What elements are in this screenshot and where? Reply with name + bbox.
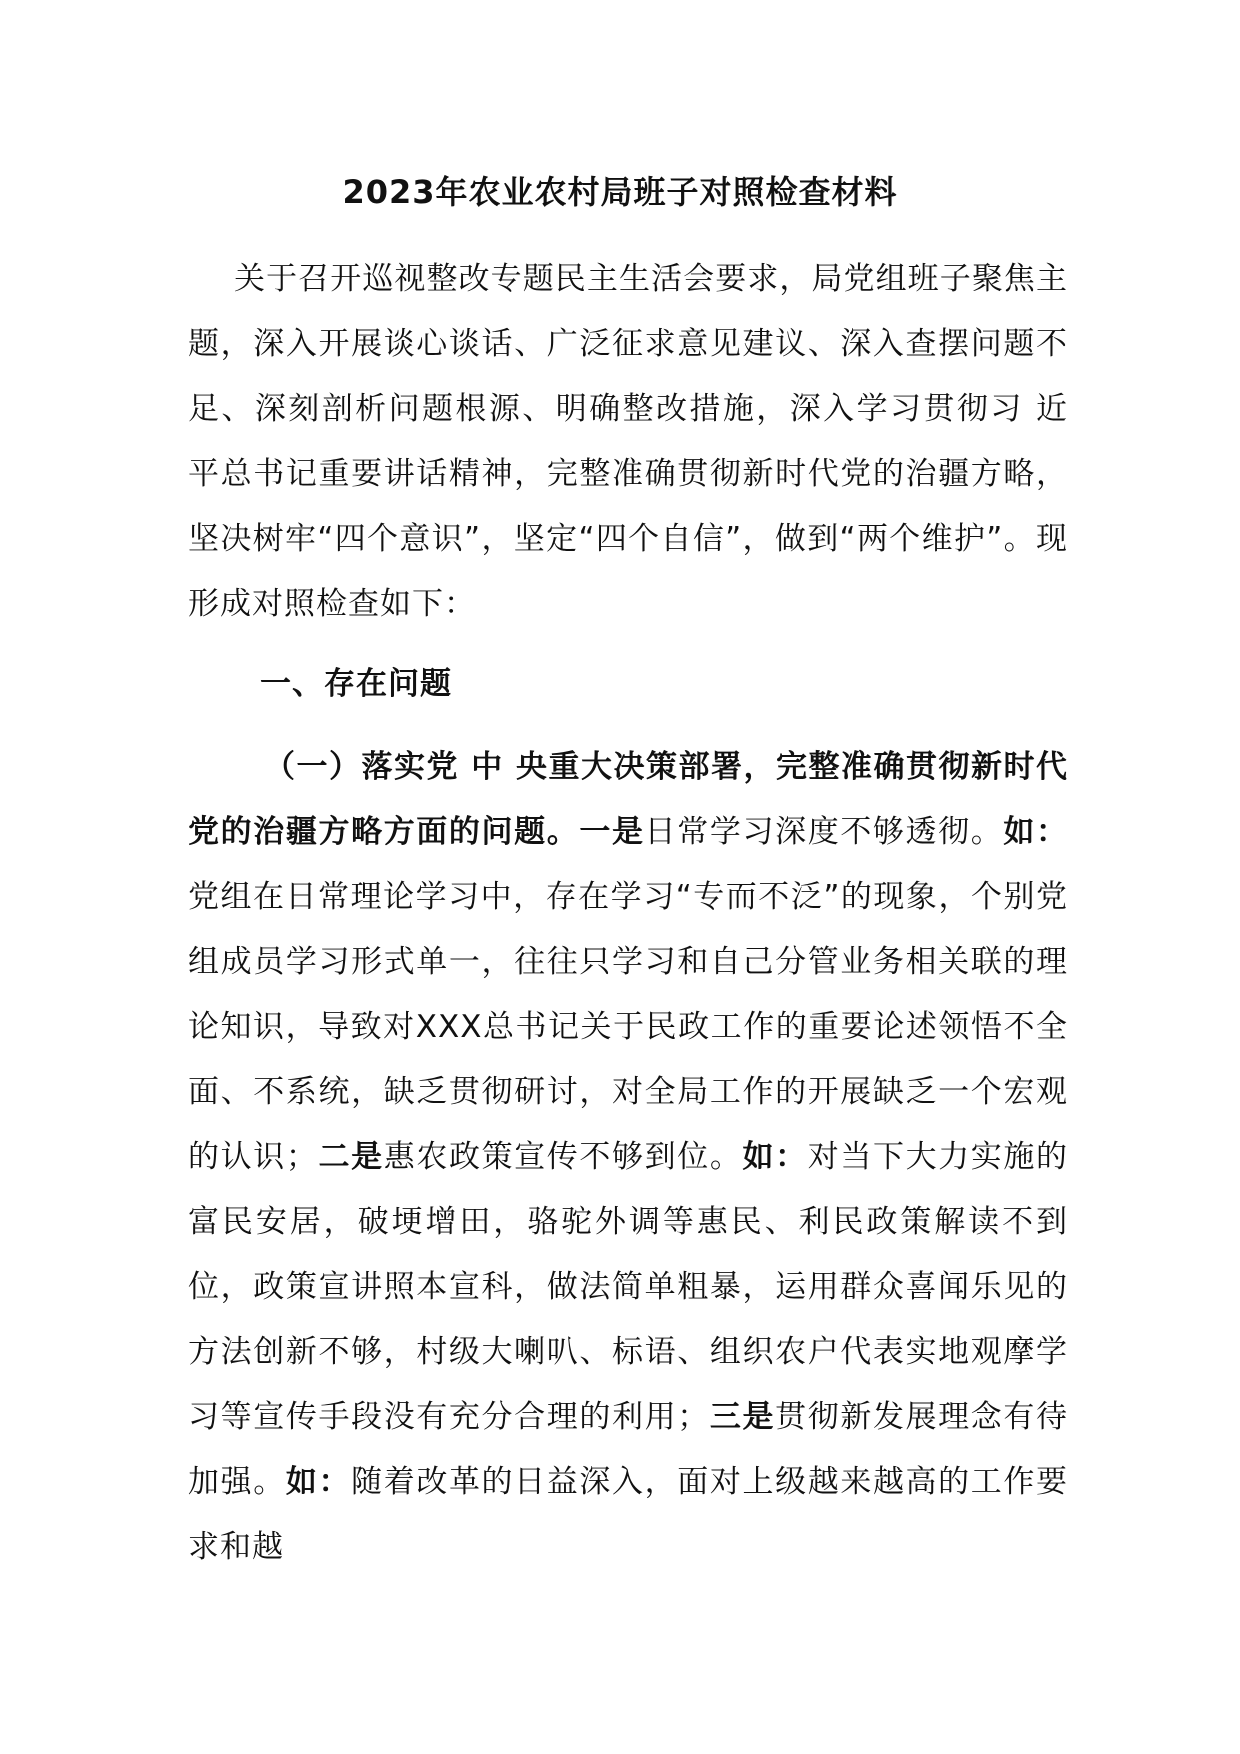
item-marker-1: 一是	[579, 814, 645, 850]
item-marker-2: 二是	[317, 1139, 384, 1175]
example-text-2: 对当下大力实施的富民安居，破埂增田，骆驼外调等惠民、利民政策解读不到位，政策宣讲照本宣科，做法简单粗暴，运用群众喜闻乐见的方法创新不够，村级大喇叭、标语、组织农户代表实地观摩学习等宣传手段没有充分合理的利用；	[188, 1139, 1069, 1435]
section-heading-problems: 一、存在问题	[260, 666, 452, 702]
intro-paragraph: 关于召开巡视整改专题民主生活会要求，局党组班子聚焦主题，深入开展谈心谈话、广泛征求意见建议、深入查摆问题不足、深刻剖析问题根源、明确整改措施，深入学习贯彻习 近 平总书记重要讲话精神，完整准确贯彻新时代党的治疆方略，坚决树牢“四个意识”，坚定“四个自信”，做到“两个维护”。现形成对照检查如下：	[188, 261, 1068, 622]
example-text-3: 随着改革的日益深入，面对上级越来越高的工作要求和越	[188, 1464, 1069, 1565]
example-marker-3: 如：	[285, 1464, 352, 1500]
subsection-heading: （一）落实党 中 央重大决策部署，完整准确贯彻新时代党的治疆方略方面的问题。	[188, 749, 1068, 850]
problems-paragraph	[188, 735, 1068, 1580]
item-marker-3: 三是	[709, 1399, 776, 1435]
item-text-3: 贯彻新发展理念有待加强。	[188, 1399, 1069, 1500]
document-title: 2023年农业农村局班子对照检查材料	[342, 173, 898, 211]
example-text-1: 党组在日常理论学习中，存在学习“专而不泛”的现象，个别党组成员学习形式单一，往往只学习和自己分管业务相关联的理论知识，导致对XXX总书记关于民政工作的重要论述领悟不全面、不系统，缺乏贯彻研讨，对全局工作的开展缺乏一个宏观的认识；	[188, 879, 1068, 1175]
example-marker-2: 如：	[742, 1139, 808, 1175]
item-text-2: 惠农政策宣传不够到位。	[383, 1139, 743, 1175]
example-marker-1: 如：	[1003, 814, 1069, 850]
item-text-1: 日常学习深度不够透彻。	[644, 814, 1004, 850]
